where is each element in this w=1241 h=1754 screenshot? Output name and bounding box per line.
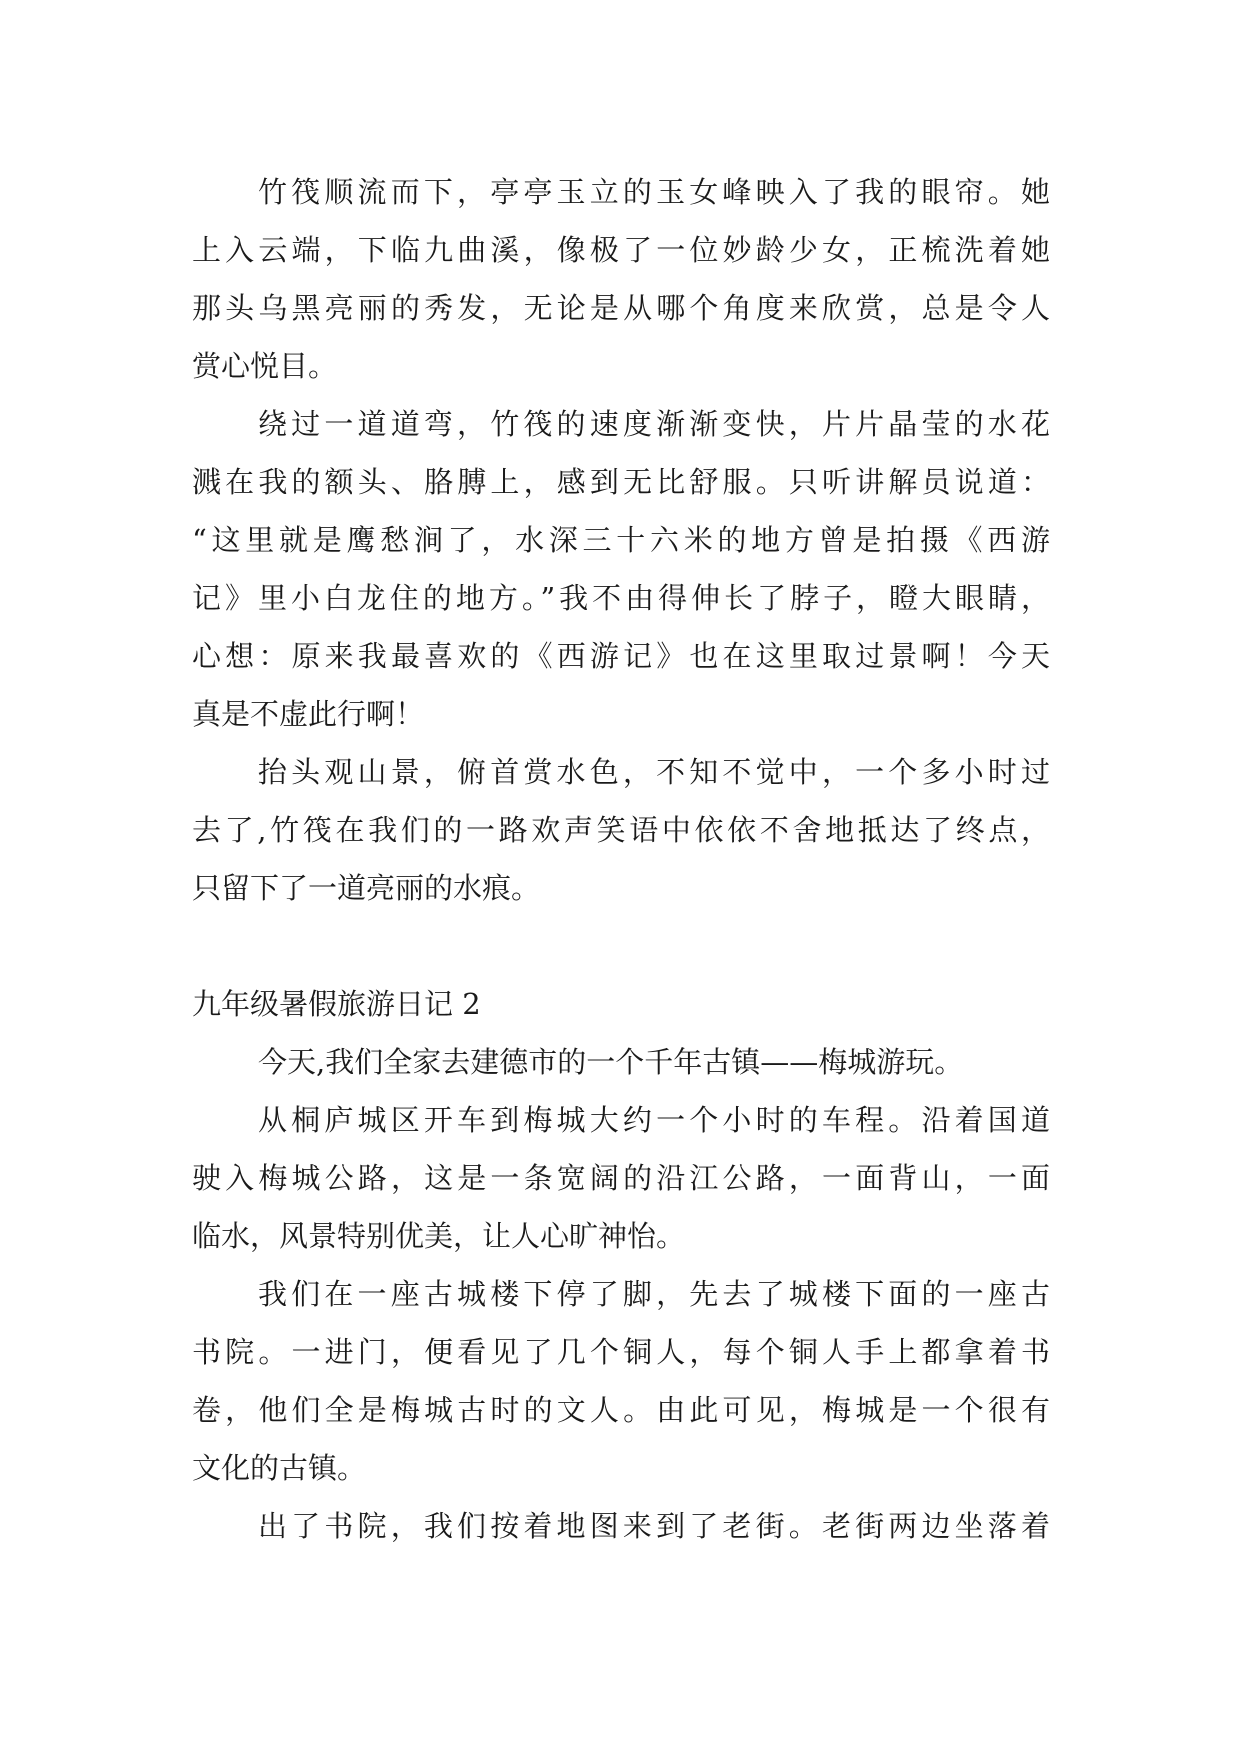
text-line: 书院。一进门，便看见了几个铜人，每个铜人手上都拿着书 <box>192 1335 1050 1369</box>
text-line: 我们在一座古城楼下停了脚，先去了城楼下面的一座古 <box>258 1277 1050 1311</box>
text-line: 上入云端，下临九曲溪，像极了一位妙龄少女，正梳洗着她 <box>192 233 1050 267</box>
text-line: 那头乌黑亮丽的秀发，无论是从哪个角度来欣赏，总是令人 <box>192 291 1050 325</box>
text-line: 真是不虚此行啊！ <box>192 697 425 731</box>
paragraph <box>192 1033 1050 1091</box>
text-line: 赏心悦目。 <box>192 349 338 383</box>
document-body <box>192 163 1050 1555</box>
text-line: 记》里小白龙住的地方。”我不由得伸长了脖子，瞪大眼睛， <box>192 581 1050 615</box>
text-line: 卷，他们全是梅城古时的文人。由此可见，梅城是一个很有 <box>192 1393 1050 1427</box>
text-line: 临水，风景特别优美，让人心旷神怡。 <box>192 1219 686 1253</box>
text-line: 驶入梅城公路，这是一条宽阔的沿江公路，一面背山，一面 <box>192 1161 1050 1195</box>
paragraph <box>192 395 1050 743</box>
text-line: 绕过一道道弯，竹筏的速度渐渐变快，片片晶莹的水花 <box>258 407 1050 441</box>
paragraph <box>192 1497 1050 1555</box>
text-line: 抬头观山景，俯首赏水色，不知不觉中，一个多小时过 <box>258 755 1050 789</box>
text-line: “这里就是鹰愁涧了，水深三十六米的地方曾是拍摄《西游 <box>192 523 1050 557</box>
paragraph <box>192 1265 1050 1497</box>
text-line: 今天,我们全家去建德市的一个千年古镇——梅城游玩。 <box>258 1045 964 1079</box>
text-line: 出了书院，我们按着地图来到了老街。老街两边坐落着 <box>258 1509 1050 1543</box>
section-heading: 九年级暑假旅游日记 2 <box>192 987 481 1021</box>
paragraph <box>192 163 1050 395</box>
text-line: 心想：原来我最喜欢的《西游记》也在这里取过景啊！今天 <box>192 639 1050 673</box>
text-line: 竹筏顺流而下，亭亭玉立的玉女峰映入了我的眼帘。她 <box>258 175 1050 209</box>
text-line: 从桐庐城区开车到梅城大约一个小时的车程。沿着国道 <box>258 1103 1050 1137</box>
paragraph <box>192 1091 1050 1265</box>
text-line: 溅在我的额头、胳膊上，感到无比舒服。只听讲解员说道： <box>192 465 1050 499</box>
paragraph <box>192 743 1050 917</box>
text-line: 文化的古镇。 <box>192 1451 367 1485</box>
text-line: 只留下了一道亮丽的水痕。 <box>192 871 541 905</box>
text-line: 去了,竹筏在我们的一路欢声笑语中依依不舍地抵达了终点， <box>192 813 1050 847</box>
blank-line <box>192 917 1050 975</box>
